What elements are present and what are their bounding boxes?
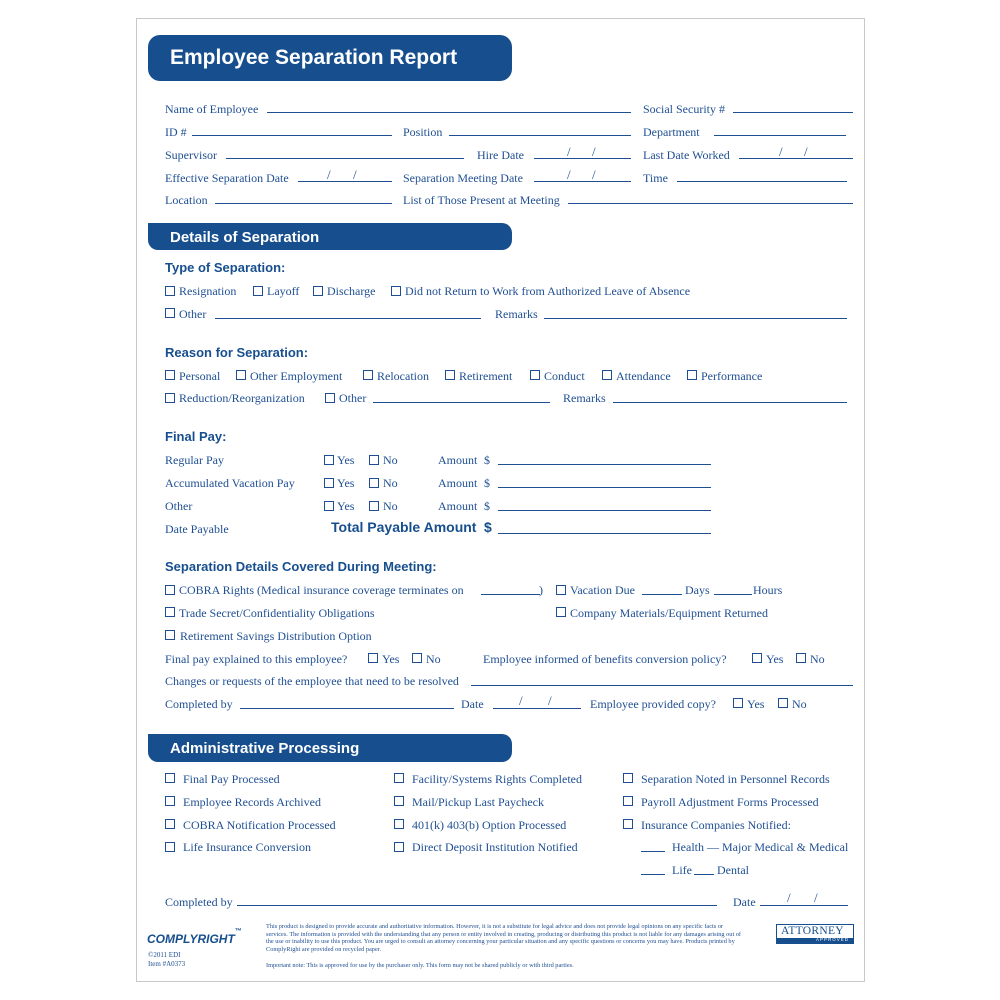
admin-banner (148, 734, 512, 762)
eff-sep-date-label: Effective Separation Date (165, 171, 289, 185)
type-other-checkbox[interactable] (165, 308, 175, 318)
retirement-savings-checkbox[interactable] (165, 630, 175, 640)
cobra-checkbox[interactable] (165, 585, 175, 595)
ssn-label: Social Security # (643, 102, 725, 116)
cobra-date-field[interactable] (481, 594, 540, 595)
eff-sep-date-field[interactable] (298, 181, 392, 182)
life-insurance-checkbox[interactable] (165, 842, 175, 852)
other-pay-yes-checkbox[interactable] (324, 501, 334, 511)
cobra-notification-checkbox[interactable] (165, 819, 175, 829)
details-banner-label: Details of Separation (170, 229, 320, 246)
records-archived-checkbox[interactable] (165, 796, 175, 806)
copy-no-checkbox[interactable] (778, 698, 788, 708)
regular-pay-no-checkbox[interactable] (369, 455, 379, 465)
no-label: No (810, 652, 825, 666)
discharge-checkbox[interactable] (313, 286, 323, 296)
important-note: Important note: This is approved for use by the purchaser only. This form may not be shared publicly or with third parties. (266, 962, 574, 969)
admin-item: Final Pay Processed (183, 772, 280, 786)
type-other-label: Other (179, 307, 207, 321)
dollar-sign: $ (484, 499, 490, 513)
date-slash: / (567, 144, 571, 159)
date-slash: / (814, 890, 818, 905)
type-remarks-field[interactable] (544, 318, 847, 319)
no-return-label: Did not Return to Work from Authorized Leave of Absence (405, 284, 691, 298)
date-slash: / (592, 167, 596, 182)
retirement-checkbox[interactable] (445, 370, 455, 380)
meeting-completed-by-label: Completed by (165, 697, 233, 711)
date-slash: / (567, 167, 571, 182)
total-dollar-sign: $ (484, 519, 492, 535)
reason-remarks-field[interactable] (613, 402, 847, 403)
admin-item: 401(k) 403(b) Option Processed (412, 818, 567, 832)
personal-label: Personal (179, 369, 221, 383)
total-payable-field[interactable] (498, 533, 711, 534)
performance-label: Performance (701, 369, 763, 383)
attorney-approved-badge (776, 924, 854, 944)
disclaimer: This product is designed to provide accurate and authoritative information. However, it is not a substitute for legal advice and does not provide legal opinions on any specific facts or services. The information is provided with the understanding that any person or entity involved in creating, producing or distributing this product is not liable for any damages arising out of the use or inability to use this product. You are urged to consult an attorney concerning your particular situation and any specific questions or concerns you may have. Products printed by ComplyRight are provided on recycled paper. (266, 923, 742, 953)
life-label: Life (672, 863, 692, 877)
meeting-date-field[interactable] (493, 708, 581, 709)
mail-pickup-checkbox[interactable] (394, 796, 404, 806)
item-number: Item #A0373 (148, 960, 186, 968)
admin-item: Insurance Companies Notified: (641, 818, 791, 832)
reason-remarks-label: Remarks (563, 391, 606, 405)
discharge-label: Discharge (327, 284, 376, 298)
other-pay-amount-field[interactable] (498, 510, 711, 511)
final-pay-processed-checkbox[interactable] (165, 773, 175, 783)
reason-heading: Reason for Separation: (165, 345, 309, 360)
insurance-notified-checkbox[interactable] (623, 819, 633, 829)
location-field[interactable] (215, 203, 392, 204)
attorney-text: ATTORNEY (781, 925, 844, 937)
date-slash: / (779, 144, 783, 159)
date-slash: / (548, 693, 552, 708)
date-slash: / (353, 167, 357, 182)
date-payable-label: Date Payable (165, 522, 229, 536)
no-label: No (792, 697, 807, 711)
meeting-completed-by-field[interactable] (240, 708, 454, 709)
dollar-sign: $ (484, 476, 490, 490)
no-return-checkbox[interactable] (391, 286, 401, 296)
type-heading: Type of Separation: (165, 260, 286, 275)
position-field[interactable] (449, 135, 631, 136)
dental-field[interactable] (694, 874, 714, 875)
yes-label: Yes (382, 652, 400, 666)
conduct-checkbox[interactable] (530, 370, 540, 380)
regular-pay-label: Regular Pay (165, 453, 224, 467)
ssn-field[interactable] (733, 112, 853, 113)
days-label: Days (685, 583, 710, 597)
vacation-pay-label: Accumulated Vacation Pay (165, 476, 295, 490)
attendance-checkbox[interactable] (602, 370, 612, 380)
sep-meeting-date-field[interactable] (534, 181, 631, 182)
other-employment-checkbox[interactable] (236, 370, 246, 380)
reduction-label: Reduction/Reorganization (179, 391, 305, 405)
date-slash: / (327, 167, 331, 182)
admin-item: Facility/Systems Rights Completed (412, 772, 583, 786)
time-label: Time (643, 171, 668, 185)
admin-completed-by-field[interactable] (237, 905, 717, 906)
amount-label: Amount (438, 499, 478, 513)
yes-label: Yes (337, 499, 355, 513)
relocation-label: Relocation (377, 369, 429, 383)
location-label: Location (165, 193, 208, 207)
personnel-records-checkbox[interactable] (623, 773, 633, 783)
meeting-date-label: Date (461, 697, 484, 711)
payroll-adjustment-checkbox[interactable] (623, 796, 633, 806)
yes-label: Yes (337, 453, 355, 467)
copyright: ©2011 EDI (148, 951, 181, 959)
reason-other-field[interactable] (373, 402, 550, 403)
benefits-no-checkbox[interactable] (796, 653, 806, 663)
last-date-label: Last Date Worked (643, 148, 730, 162)
date-slash: / (787, 890, 791, 905)
no-label: No (426, 652, 441, 666)
admin-item: COBRA Notification Processed (183, 818, 336, 832)
form-page (136, 18, 865, 982)
admin-item: Mail/Pickup Last Paycheck (412, 795, 544, 809)
layoff-label: Layoff (267, 284, 300, 298)
resignation-label: Resignation (179, 284, 237, 298)
admin-item: Direct Deposit Institution Notified (412, 840, 578, 854)
admin-date-label: Date (733, 895, 756, 909)
life-field[interactable] (641, 874, 665, 875)
department-label: Department (643, 125, 700, 139)
sep-meeting-date-label: Separation Meeting Date (403, 171, 523, 185)
present-label: List of Those Present at Meeting (403, 193, 560, 207)
yes-label: Yes (766, 652, 784, 666)
vacation-pay-yes-checkbox[interactable] (324, 478, 334, 488)
company-materials-label: Company Materials/Equipment Returned (570, 606, 768, 620)
option-401k-checkbox[interactable] (394, 819, 404, 829)
health-field[interactable] (641, 851, 665, 852)
time-field[interactable] (677, 181, 847, 182)
final-pay-heading: Final Pay: (165, 429, 227, 444)
vacation-pay-amount-field[interactable] (498, 487, 711, 488)
resignation-checkbox[interactable] (165, 286, 175, 296)
no-label: No (383, 499, 398, 513)
yes-label: Yes (747, 697, 765, 711)
hours-label: Hours (753, 583, 783, 597)
cobra-close-paren: ) (539, 583, 543, 597)
reason-other-checkbox[interactable] (325, 393, 335, 403)
regular-pay-amount-field[interactable] (498, 464, 711, 465)
health-label: Health — Major Medical & Medical (672, 840, 849, 854)
reason-other-label: Other (339, 391, 367, 405)
direct-deposit-checkbox[interactable] (394, 842, 404, 852)
department-field[interactable] (714, 135, 846, 136)
admin-item: Employee Records Archived (183, 795, 321, 809)
relocation-checkbox[interactable] (363, 370, 373, 380)
provided-copy-label: Employee provided copy? (590, 697, 716, 711)
supervisor-label: Supervisor (165, 148, 217, 162)
approved-text: APPROVED (815, 937, 849, 942)
approved-strip (777, 938, 853, 943)
type-remarks-label: Remarks (495, 307, 538, 321)
other-pay-label: Other (165, 499, 193, 513)
final-pay-explained-label: Final pay explained to this employee? (165, 652, 348, 666)
id-field[interactable] (192, 135, 392, 136)
changes-field[interactable] (471, 685, 853, 686)
dollar-sign: $ (484, 453, 490, 467)
reduction-checkbox[interactable] (165, 393, 175, 403)
position-label: Position (403, 125, 443, 139)
type-other-field[interactable] (215, 318, 481, 319)
retirement-label: Retirement (459, 369, 513, 383)
date-slash: / (519, 693, 523, 708)
admin-date-field[interactable] (760, 905, 848, 906)
no-label: No (383, 453, 398, 467)
date-slash: / (804, 144, 808, 159)
retirement-savings-label: Retirement Savings Distribution Option (180, 629, 372, 643)
brand-tm: ™ (234, 928, 242, 935)
page-title: Employee Separation Report (170, 46, 458, 69)
hire-date-label: Hire Date (477, 148, 524, 162)
company-materials-checkbox[interactable] (556, 607, 566, 617)
complyright-logo (147, 928, 242, 947)
benefits-yes-checkbox[interactable] (752, 653, 762, 663)
changes-label: Changes or requests of the employee that need to be resolved (165, 674, 459, 688)
name-field[interactable] (267, 112, 631, 113)
no-label: No (383, 476, 398, 490)
regular-pay-yes-checkbox[interactable] (324, 455, 334, 465)
amount-label: Amount (438, 453, 478, 467)
total-payable-label: Total Payable Amount (331, 519, 477, 535)
personal-checkbox[interactable] (165, 370, 175, 380)
hire-date-field[interactable] (534, 158, 631, 159)
admin-item: Separation Noted in Personnel Records (641, 772, 830, 786)
trade-secret-checkbox[interactable] (165, 607, 175, 617)
present-field[interactable] (568, 203, 853, 204)
layoff-checkbox[interactable] (253, 286, 263, 296)
explained-no-checkbox[interactable] (412, 653, 422, 663)
conduct-label: Conduct (544, 369, 585, 383)
meeting-heading: Separation Details Covered During Meeting: (165, 559, 437, 574)
trade-secret-label: Trade Secret/Confidentiality Obligations (179, 606, 375, 620)
other-employment-label: Other Employment (250, 369, 343, 383)
performance-checkbox[interactable] (687, 370, 697, 380)
supervisor-field[interactable] (226, 158, 464, 159)
details-banner (148, 223, 512, 250)
vacation-due-label: Vacation Due (570, 583, 635, 597)
yes-label: Yes (337, 476, 355, 490)
attendance-label: Attendance (616, 369, 671, 383)
id-label: ID # (165, 125, 187, 139)
vacation-hours-field[interactable] (714, 594, 752, 595)
admin-item: Payroll Adjustment Forms Processed (641, 795, 819, 809)
vacation-days-field[interactable] (642, 594, 682, 595)
title-banner (148, 35, 512, 81)
date-slash: / (592, 144, 596, 159)
dental-label: Dental (717, 863, 749, 877)
benefits-informed-label: Employee informed of benefits conversion policy? (483, 652, 727, 666)
vacation-due-checkbox[interactable] (556, 585, 566, 595)
copy-yes-checkbox[interactable] (733, 698, 743, 708)
vacation-pay-no-checkbox[interactable] (369, 478, 379, 488)
admin-completed-by-label: Completed by (165, 895, 233, 909)
brand-name: COMPLYRIGHT (147, 932, 235, 946)
amount-label: Amount (438, 476, 478, 490)
other-pay-no-checkbox[interactable] (369, 501, 379, 511)
name-label: Name of Employee (165, 102, 259, 116)
facility-rights-checkbox[interactable] (394, 773, 404, 783)
cobra-label: COBRA Rights (Medical insurance coverage terminates on (179, 583, 464, 597)
explained-yes-checkbox[interactable] (368, 653, 378, 663)
last-date-field[interactable] (739, 158, 853, 159)
admin-banner-label: Administrative Processing (170, 740, 360, 757)
admin-item: Life Insurance Conversion (183, 840, 311, 854)
